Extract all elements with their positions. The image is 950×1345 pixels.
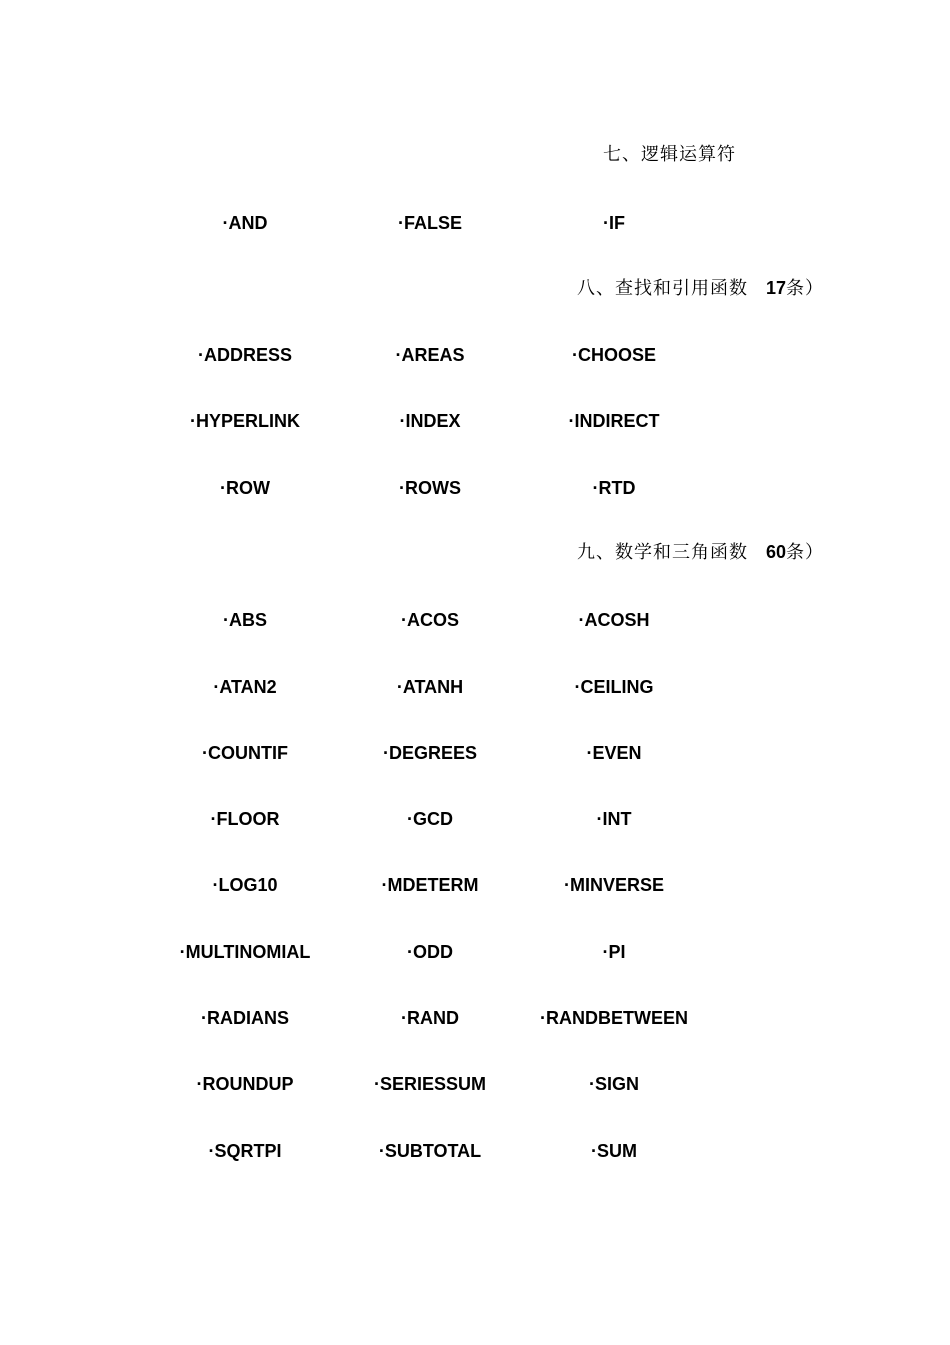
- function-item: ·CHOOSE: [571, 345, 657, 365]
- function-item: ·SUM: [591, 1141, 637, 1161]
- function-item: ·RADIANS: [201, 1008, 289, 1028]
- section-heading-lookup: [577, 277, 824, 300]
- function-item: ·COUNTIF: [202, 743, 288, 763]
- function-item: ·ACOS: [401, 610, 459, 630]
- function-item: ·INT: [596, 809, 632, 829]
- function-item: ·SUBTOTAL: [378, 1141, 482, 1161]
- function-item: ·RANDBETWEEN: [540, 1008, 688, 1028]
- function-item: ·LOG10: [212, 875, 278, 895]
- section-heading-logic: [603, 144, 736, 166]
- section-suffix: 条）: [786, 278, 825, 299]
- function-item: ·ODD: [407, 942, 453, 962]
- function-item: ·SQRTPI: [208, 1141, 282, 1161]
- function-item: ·AND: [222, 213, 268, 233]
- function-item: ·SERIESSUM: [373, 1074, 487, 1094]
- function-item: ·GCD: [407, 809, 453, 829]
- function-item: ·RTD: [592, 478, 636, 498]
- section-suffix: 条）: [786, 542, 825, 563]
- function-item: ·ATAN2: [213, 677, 277, 697]
- function-item: ·ROUNDUP: [196, 1074, 294, 1094]
- function-item: ·DEGREES: [382, 743, 478, 763]
- function-item: ·ADDRESS: [197, 345, 293, 365]
- function-item: ·ATANH: [396, 677, 464, 697]
- function-item: ·HYPERLINK: [189, 411, 301, 431]
- function-item: ·EVEN: [586, 743, 642, 763]
- section-title: 七、逻辑运算符: [603, 144, 736, 165]
- section-count: 17: [766, 278, 787, 298]
- function-item: ·SIGN: [588, 1074, 640, 1094]
- function-item: ·INDEX: [399, 411, 461, 431]
- section-heading-math: [577, 541, 824, 564]
- function-item: ·MULTINOMIAL: [179, 942, 311, 962]
- function-item: ·FALSE: [397, 213, 463, 233]
- function-item: ·RAND: [401, 1008, 459, 1028]
- section-count: 60: [766, 542, 787, 562]
- function-item: ·ACOSH: [578, 610, 650, 630]
- function-item: ·CEILING: [574, 677, 654, 697]
- function-item: ·ROWS: [399, 478, 461, 498]
- function-item: ·IF: [603, 213, 625, 233]
- section-title: 九、数学和三角函数: [577, 542, 748, 563]
- function-item: ·ROW: [220, 478, 270, 498]
- function-item: ·PI: [602, 942, 626, 962]
- function-item: ·INDIRECT: [568, 411, 660, 431]
- section-title: 八、查找和引用函数: [577, 278, 748, 299]
- function-item: ·ABS: [223, 610, 267, 630]
- function-item: ·MINVERSE: [563, 875, 665, 895]
- function-item: ·MDETERM: [381, 875, 479, 895]
- function-item: ·AREAS: [395, 345, 465, 365]
- function-item: ·FLOOR: [210, 809, 280, 829]
